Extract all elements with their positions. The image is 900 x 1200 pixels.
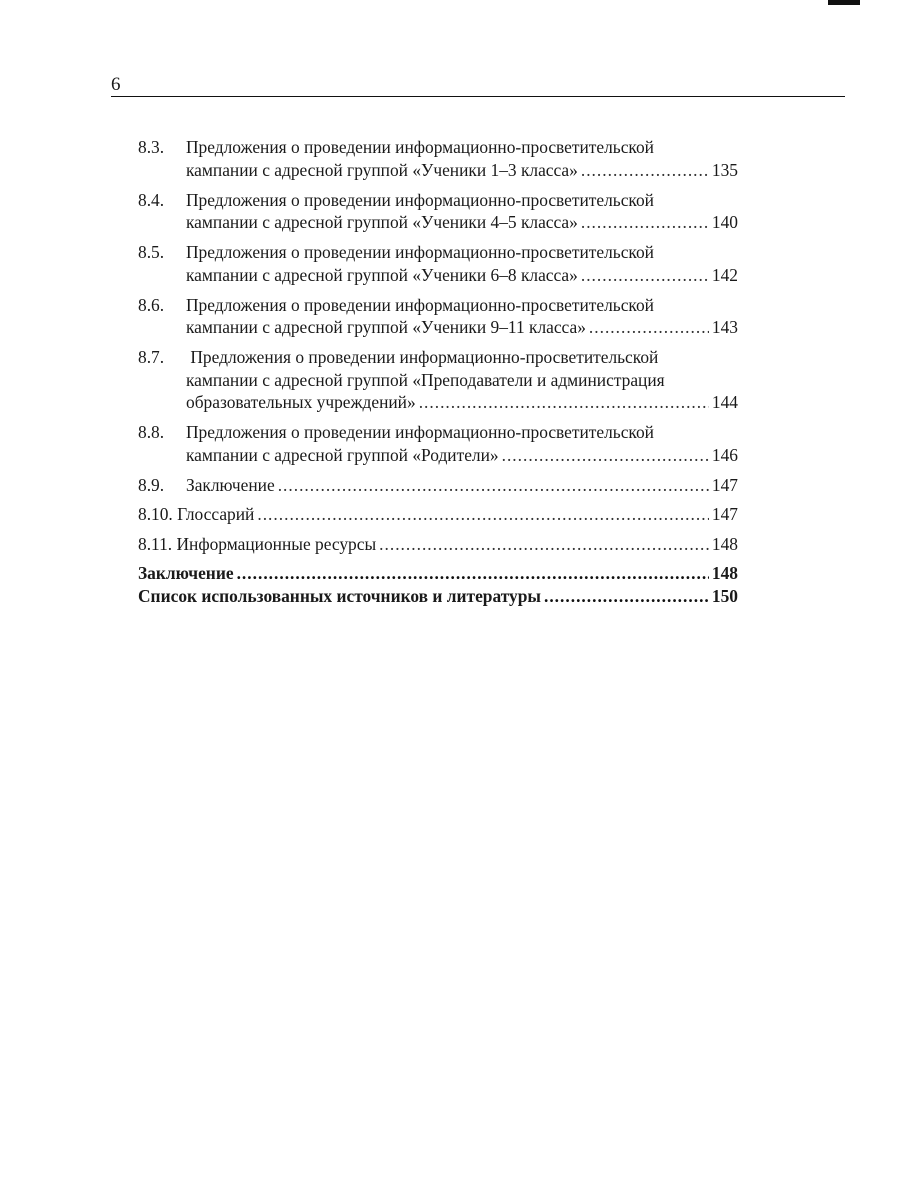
toc-entry-page: 148 <box>711 563 738 583</box>
toc-entry-title-line: кампании с адресной группой «Родители» <box>186 444 499 465</box>
toc-entry-title-line: кампании с адресной группой «Ученики 1–3 класса» <box>186 159 578 180</box>
dot-leader <box>581 264 709 287</box>
toc-entry-page: 143 <box>711 317 738 337</box>
toc-entry-title-line: Заключение <box>186 474 275 495</box>
dot-leader <box>278 474 709 497</box>
dot-leader <box>257 503 709 526</box>
toc-entry-8-3[interactable] <box>138 136 738 181</box>
toc-entry-conclusion[interactable] <box>138 562 738 585</box>
toc-entry-number: 8.3. <box>138 137 165 157</box>
toc-entry-page: 148 <box>711 533 738 554</box>
toc-entry-number: 8.6. <box>138 294 165 315</box>
toc-entry-8-5[interactable] <box>138 241 738 286</box>
page-number: 6 <box>111 74 121 95</box>
toc-entry-title-line: Список использованных источников и литературы <box>138 585 541 606</box>
toc-entry-title-line: кампании с адресной группой «Преподаватели и администрация <box>186 369 665 390</box>
toc-entry-title-line: кампании с адресной группой «Ученики 9–11 класса» <box>186 317 586 337</box>
table-of-contents <box>138 136 738 607</box>
toc-entry-number: 8.4. <box>138 189 165 210</box>
toc-entry-title-line: кампании с адресной группой «Ученики 6–8 класса» <box>186 264 578 285</box>
toc-entry-8-10[interactable] <box>138 503 738 526</box>
header-rule <box>111 96 845 97</box>
toc-entry-8-11[interactable] <box>138 533 738 556</box>
toc-entry-page: 147 <box>711 474 738 495</box>
toc-entry-page: 142 <box>711 264 738 285</box>
toc-entry-title-line: 8.10. Глоссарий <box>138 504 255 524</box>
dot-leader <box>379 533 709 556</box>
dot-leader <box>544 585 709 608</box>
toc-entry-page: 135 <box>711 159 738 180</box>
toc-entry-references[interactable] <box>138 585 738 608</box>
dot-leader <box>237 562 709 585</box>
toc-entry-number: 8.9. <box>138 474 165 495</box>
toc-entry-title-line: Предложения о проведении информационно-просветительской <box>186 242 654 262</box>
toc-entry-page: 140 <box>711 212 738 232</box>
toc-entry-title-line: Предложения о проведении информационно-просветительской <box>186 137 654 157</box>
toc-entry-8-9[interactable] <box>138 474 738 497</box>
toc-entry-number: 8.5. <box>138 242 165 262</box>
toc-entry-page: 146 <box>711 444 738 465</box>
toc-entry-page: 150 <box>711 585 738 606</box>
toc-entry-title-line: Предложения о проведении информационно-просветительской <box>186 189 654 210</box>
toc-entry-title-line: Предложения о проведении информационно-просветительской <box>186 422 654 442</box>
dot-leader <box>502 444 709 467</box>
toc-entry-8-6[interactable] <box>138 294 738 339</box>
toc-entry-8-7[interactable] <box>138 346 738 414</box>
dot-leader <box>581 211 709 234</box>
toc-entry-title-line: 8.11. Информационные ресурсы <box>138 533 377 554</box>
toc-entry-8-4[interactable] <box>138 189 738 234</box>
toc-entry-title-line: Предложения о проведении информационно-просветительской <box>186 347 659 367</box>
dot-leader <box>589 316 709 339</box>
toc-entry-page: 147 <box>711 504 738 524</box>
toc-entry-title-line: кампании с адресной группой «Ученики 4–5 класса» <box>186 212 578 232</box>
corner-mark <box>828 0 860 5</box>
toc-entry-8-8[interactable] <box>138 421 738 466</box>
toc-entry-title-line: Заключение <box>138 563 234 583</box>
toc-entry-page: 144 <box>711 392 738 412</box>
dot-leader <box>419 391 709 414</box>
toc-entry-title-line: образовательных учреждений» <box>186 392 416 412</box>
dot-leader <box>581 159 709 182</box>
toc-entry-title-line: Предложения о проведении информационно-просветительской <box>186 294 654 315</box>
toc-entry-number: 8.7. <box>138 347 165 367</box>
toc-entry-number: 8.8. <box>138 422 165 442</box>
